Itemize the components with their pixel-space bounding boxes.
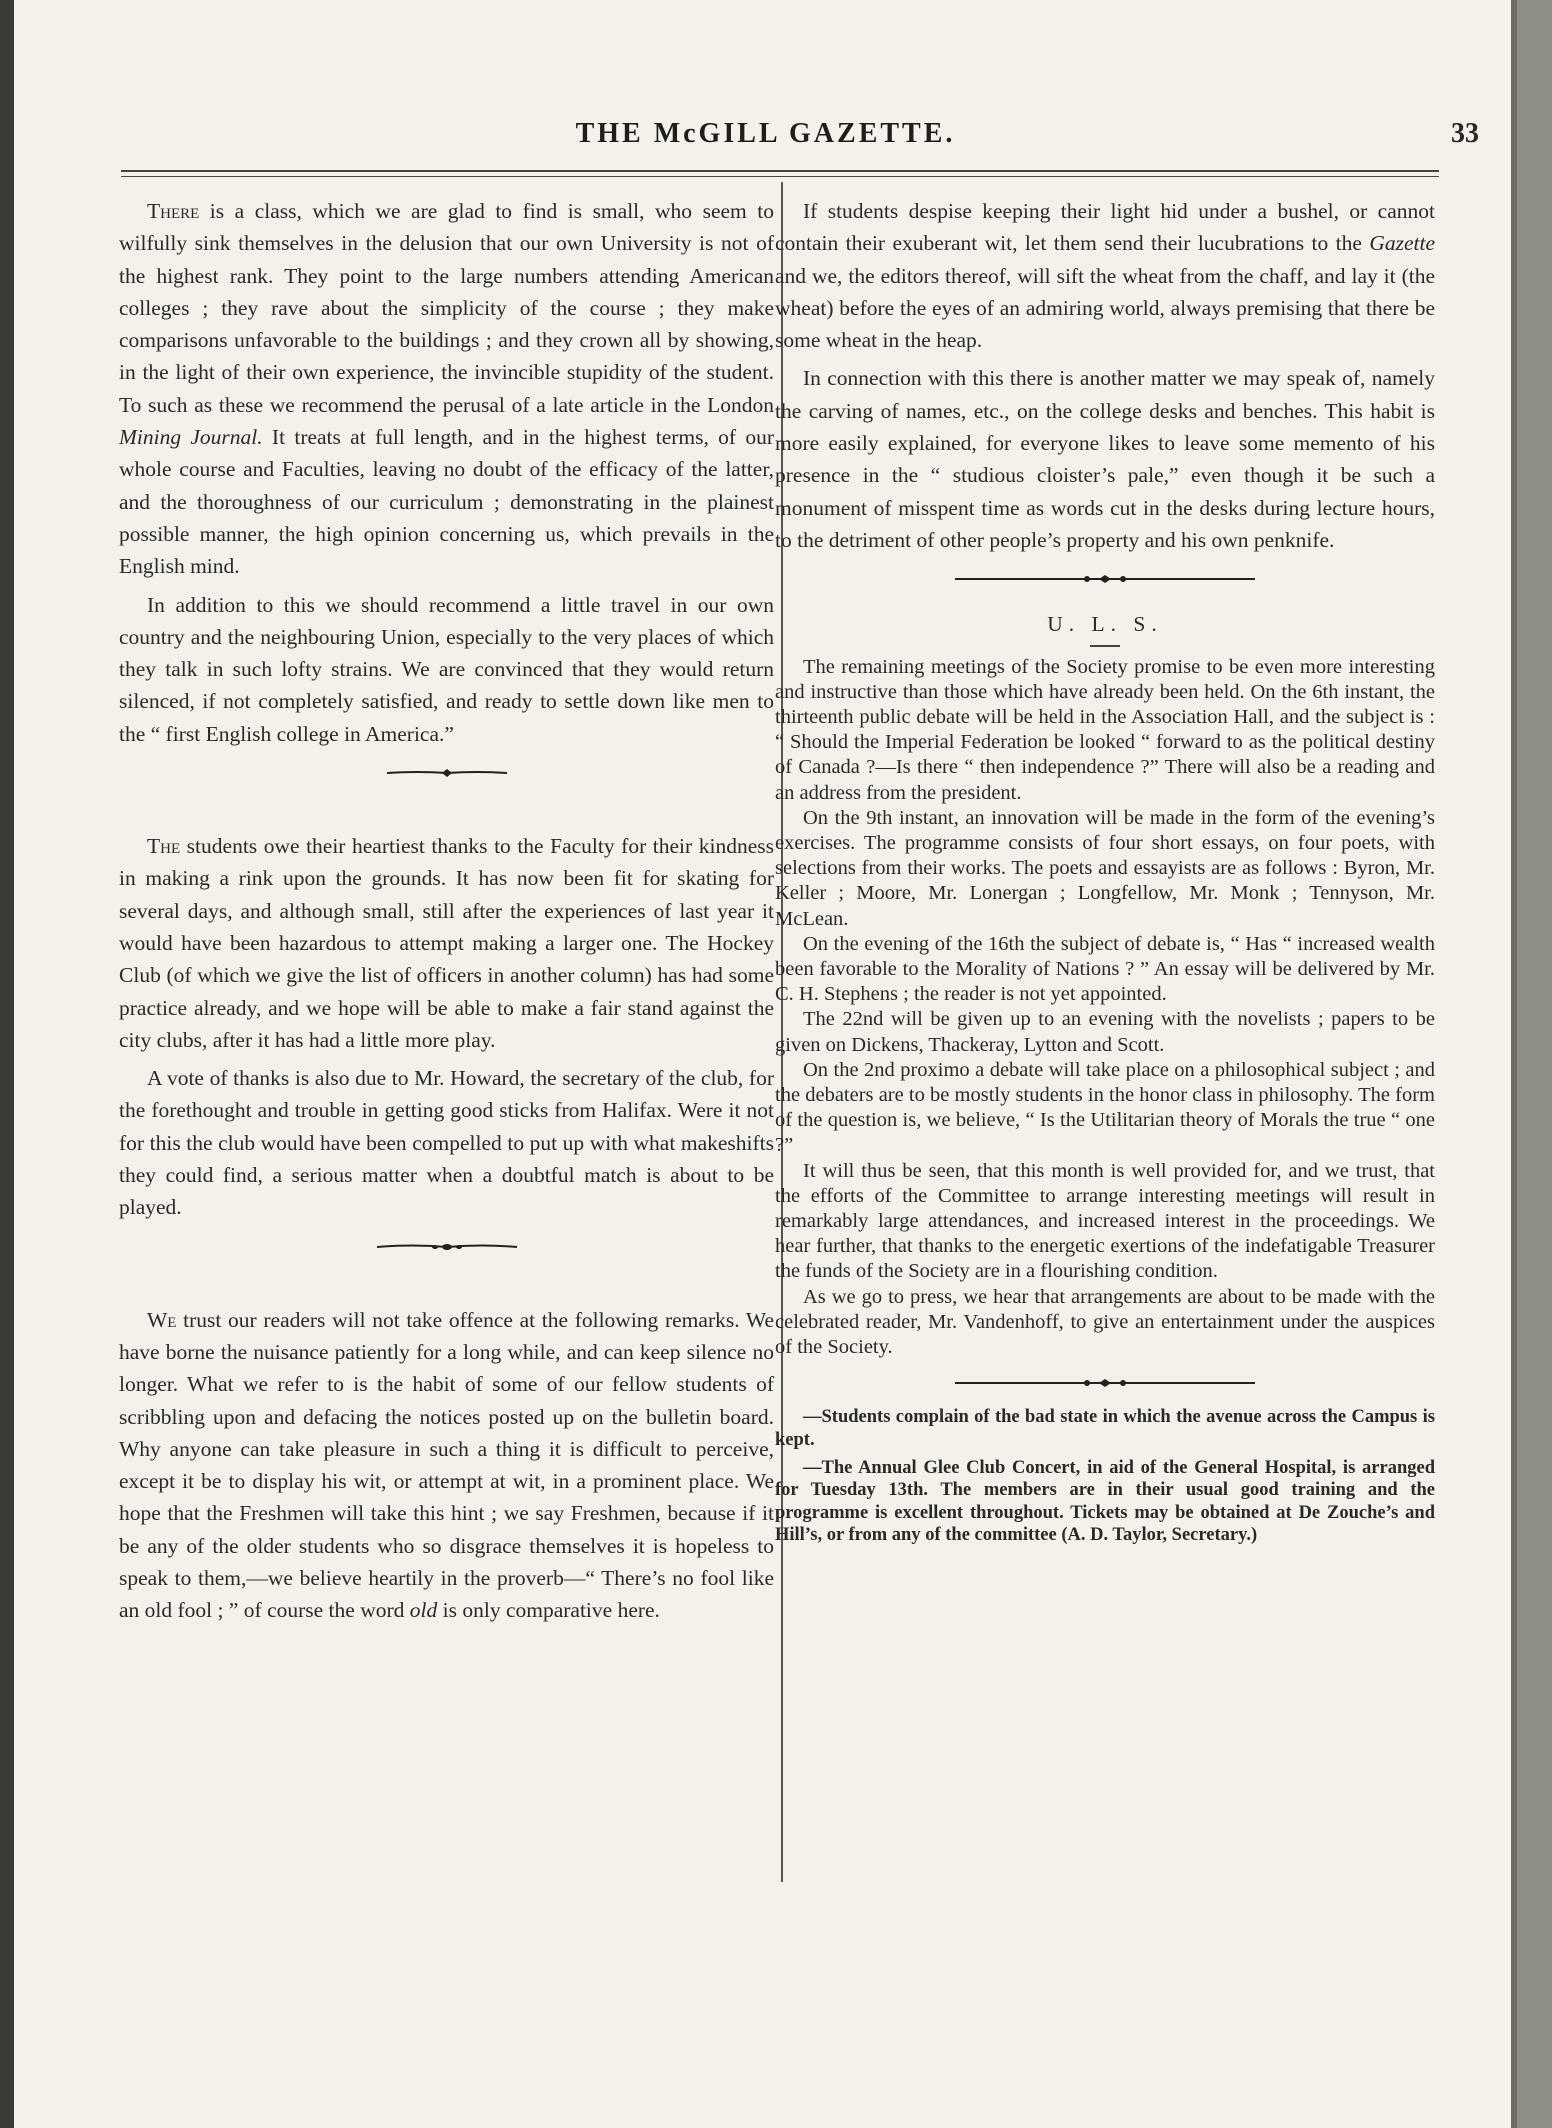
gazette-name: Gazette (1369, 231, 1435, 256)
news-notes (775, 1406, 1435, 1546)
uls-section (775, 655, 1435, 1361)
page-title: THE McGILL GAZETTE. (575, 118, 956, 149)
paragraph-text: students owe their heartiest thanks to the Faculty for their kindness in making a rink upon the grounds. It has now been fit for skating for several days, and although small, still after the experiences of last year it would have been hazardous to attempt making a larger one. The Hockey Club (of which we give the list of officers in another column) has had some practice already, and we hope will be able to make a fair stand against the city clubs, after it has had a little more play. (119, 834, 774, 1052)
ornament-divider (119, 1224, 774, 1304)
paragraph-text: It treats at full length, and in the highest terms, of our whole course and Faculties, leaving no doubt of the efficacy of the latter, and the thoroughness of our curriculum ; demonstrating in the plainest possible manner, the high opinion concerning us, which prevails in the English mind. (119, 425, 775, 579)
news-note: —The Annual Glee Club Concert, in aid of the General Hospital, is arranged for Tuesday 13th. The members are in their usual good training and the programme is excellent throughout. Tickets may be obtained at De Zouche’s and Hill’s, or from any of the committee (A. D. Taylor, Secretary.) (775, 1458, 1435, 1546)
page-number: 33 (1451, 118, 1479, 149)
paragraph-text: If students despise keeping their light hid under a bushel, or cannot contain their exuberant wit, let them send their lucubrations to the (775, 199, 1435, 256)
journal-title: Mining Journal. (119, 425, 263, 450)
paragraph-text: trust our readers will not take offence at the following remarks. We have borne the nuisance patiently for a long while, and can keep silence no longer. What we refer to is the habit of some of our fellow students of scribbling upon and defacing the notices posted up on the bulletin board. Why anyone can take pleasure in such a thing it is difficult to perceive, except it be to display his wit, or attempt at wit, in a prominent place. We hope that the Freshmen will take this hint ; we say Freshmen, because if it be any of the older students who so disgrace themselves it is hopeless to speak to them,—we believe heartily in the proverb—“ There’s no fool like an old fool ; ” of course the word (119, 1307, 774, 1623)
news-note: —Students complain of the bad state in which the avenue across the Campus is kept. (775, 1407, 1435, 1450)
left-column (119, 195, 774, 1627)
ornament-divider (119, 750, 774, 830)
lead-word: We (147, 1307, 177, 1332)
editorial-university-rank (119, 195, 774, 583)
header-rule-bottom (121, 176, 1439, 177)
ornament-divider (775, 1360, 1435, 1406)
lead-word: There (147, 199, 200, 223)
page-edge (1517, 0, 1552, 2128)
right-column (775, 195, 1435, 1547)
header-rule-top (121, 170, 1439, 172)
book-spine (0, 0, 14, 2128)
emphasis: old (409, 1598, 438, 1623)
editorial-submissions (775, 195, 1435, 356)
uls-paragraph: It will thus be seen, that this month is well provided for, and we trust, that the efforts of the Committee to arrange interesting meetings will result in remarkably large attendances, and increased interest in the proceedings. We hear further, that thanks to the energetic exertions of the indefatigable Treasurer the funds of the Society are in a flourishing condition. (775, 1159, 1435, 1283)
editorial-bulletin-board (119, 1304, 774, 1627)
editorial-hockey-sticks: A vote of thanks is also due to Mr. Howard, the secretary of the club, for the forethought and trouble in getting good sticks from Halifax. Were it not for this the club would have been compelled to put up with what makeshifts they could find, a serious matter when a doubtful match is about to be played. (119, 1066, 774, 1220)
section-title-uls: U. L. S. (1047, 612, 1163, 637)
editorial-skating-rink (119, 830, 774, 1056)
gazette-page (14, 0, 1517, 2128)
uls-paragraph: As we go to press, we hear that arrangements are about to be made with the celebrated reader, Mr. Vandenhoff, to give an entertainment under the auspices of the Society. (775, 1285, 1435, 1359)
uls-paragraph: The 22nd will be given up to an evening with the novelists ; papers to be given on Dickens, Thackeray, Lytton and Scott. (775, 1008, 1435, 1056)
ornament-divider (775, 556, 1435, 602)
page-fold-shadow (1511, 0, 1517, 2128)
lead-word: The (147, 834, 181, 859)
uls-paragraph: On the evening of the 16th the subject of debate is, “ Has “ increased wealth been favorable to the Morality of Nations ? ” An essay will be delivered by Mr. C. H. Stephens ; the reader is not yet appointed. (775, 932, 1435, 1006)
uls-paragraph: The remaining meetings of the Society promise to be even more interesting and instructive than those which have already been held. On the 6th instant, the thirteenth public debate will be held in the Association Hall, and the subject is : “ Should the Imperial Federation be looked “ forward to as the political destiny of Canada ?—Is there “ then independence ?” There will also be a reading and an address from the president. (775, 655, 1435, 804)
editorial-desk-carving: In connection with this there is another matter we may speak of, namely the carving of names, etc., on the college desks and benches. This habit is more easily explained, for everyone likes to leave some memento of his presence in the “ studious cloister’s pale,” even though it be such a monument of misspent time as words cut in the desks during lecture hours, to the detriment of other people’s property and his own penknife. (775, 366, 1435, 552)
uls-paragraph: On the 9th instant, an innovation will be made in the form of the evening’s exercises. The programme consists of four short essays, on four poets, with selections from their works. The poets and essayists are as follows : Byron, Mr. Keller ; Moore, Mr. Lonergan ; Longfellow, Mr. Monk ; Tennyson, Mr. McLean. (775, 806, 1435, 930)
editorial-travel: In addition to this we should recommend a little travel in our own country and the neighbouring Union, especially to the very places of which they talk in such lofty strains. We are convinced that they would return silenced, if not completely satisfied, and ready to settle down like men to the “ first English college in America.” (119, 592, 774, 746)
section-title-rule (1090, 645, 1120, 647)
paragraph-text: is only comparative here. (437, 1598, 660, 1623)
paragraph-text: is a class, which we are glad to find is small, who seem to wilfully sink themselves in the delusion that our own University is not of the highest rank. They point to the large numbers attending American colleges ; they rave about the simplicity of the course ; they make comparisons unfavorable to the buildings ; and they crown all by showing, in the light of their own experience, the invincible stupidity of the student. To such as these we recommend the perusal of a late article in the London (119, 199, 774, 417)
uls-paragraph: On the 2nd proximo a debate will take place on a philosophical subject ; and the debaters are to be mostly students in the honor class in philosophy. The form of the question is, we believe, “ Is the Utilitarian theory of Morals the true “ one ?” (775, 1058, 1435, 1157)
paragraph-text: and we, the editors thereof, will sift the wheat from the chaff, and lay it (the wheat) before the eyes of an admiring world, always premising that there be some wheat in the heap. (775, 263, 1435, 353)
